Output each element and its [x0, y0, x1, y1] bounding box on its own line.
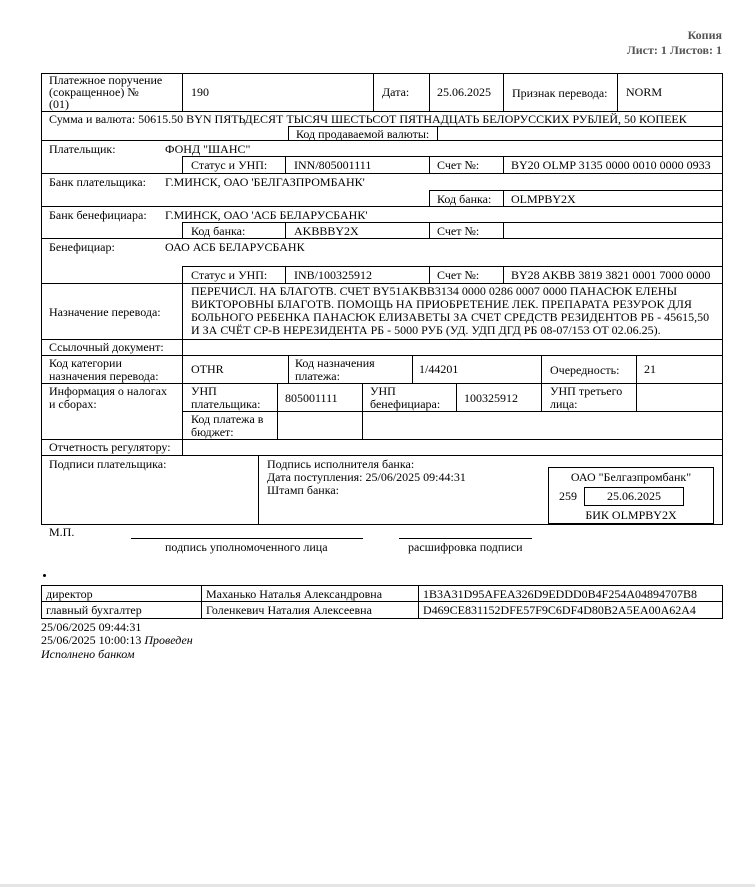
payer-bank-code-label: Код банка:	[437, 192, 492, 206]
bank-sign-label: Подпись исполнителя банка:	[267, 457, 415, 471]
payer-name: ФОНД "ШАНС"	[165, 142, 251, 156]
cat-code: OTHR	[191, 362, 224, 376]
sheets-label: Лист: 1 Листов: 1	[626, 43, 722, 57]
purpose-line-3: БОЛЬНОГО РЕБЕНКА ПАНАСЮК ЕЛИЗАВЕТЫ ЗА СЧЕТ СРЕДСТВ РЕЗИДЕНТОВ РБ - 45615,50	[191, 310, 710, 324]
benef-account: BY28 AKBB 3819 3821 0001 7000 0000	[511, 268, 711, 282]
signer-role: директор	[46, 587, 93, 601]
purpose-code-label-1: Код назначения	[295, 356, 375, 370]
log-line-2	[41, 634, 193, 647]
signer-role: главный бухгалтер	[46, 603, 142, 617]
benef-unp-value: 100325912	[464, 391, 518, 405]
benef-bank-code-label: Код банка:	[191, 224, 246, 238]
bank-stamp-label: Штамп банка:	[267, 483, 339, 497]
regulator-label: Отчетность регулятору:	[49, 440, 171, 454]
tax-info-label-2: и сборах:	[49, 397, 97, 411]
sold-currency-label: Код продаваемой валюты:	[296, 127, 430, 141]
stamp-bic: БИК OLMPBY2X	[585, 508, 677, 522]
receipt-date: Дата поступления: 25/06/2025 09:44:31	[267, 470, 466, 484]
cat-code-label-1: Код категории	[49, 356, 122, 370]
signer-hash: 1B3A31D95AFEA326D9EDDD0B4F254A04894707B8	[423, 587, 698, 601]
purpose-code-label-2: платежа:	[295, 369, 340, 383]
auth-sign-label: подпись уполномоченного лица	[165, 540, 328, 554]
log-status: Проведен	[144, 633, 193, 647]
third-unp-label-1: УНП третьего	[550, 384, 623, 398]
date-value: 25.06.2025	[437, 85, 491, 99]
benef-bank-name: Г.МИНСК, ОАО 'АСБ БЕЛАРУСБАНК'	[165, 208, 368, 222]
payer-account: BY20 OLMP 3135 0000 0010 0000 0933	[511, 158, 711, 172]
benef-bank-code: AKBBBY2X	[294, 224, 359, 238]
purpose-line-2: ВИКТОРОВНЫ БЛАГОТВ. ПОМОЩЬ НА ПРИОБРЕТЕНИЕ ЛЕК. ПРЕПАРАТА РЕЗУРОК ДЛЯ	[191, 297, 692, 311]
signer-hash: D469CE831152DFE57F9C6DF4D80B2A5EA00A62A4	[423, 603, 696, 617]
purpose-code: 1/44201	[419, 362, 459, 376]
benef-label: Бенефициар:	[49, 240, 115, 254]
benef-bank-label: Банк бенефициара:	[49, 208, 147, 222]
purpose-line-1: ПЕРЕЧИСЛ. НА БЛАГОТВ. СЧЕТ BY51AKBB3134 0000 0286 0007 0000 ПАНАСЮК ЕЛЕНЫ	[191, 284, 678, 298]
title-line-1: Платежное поручение	[49, 73, 163, 87]
benef-name: ОАО АСБ БЕЛАРУСБАНК	[165, 240, 305, 254]
stamp-date: 25.06.2025	[607, 489, 661, 503]
payer-unp-label-1: УНП	[191, 384, 217, 398]
log-time: 25/06/2025 10:00:13	[41, 633, 142, 647]
title-line-3: (01)	[49, 97, 69, 111]
benef-bank-account-label: Счет №:	[437, 224, 480, 238]
cat-code-label-2: назначения перевода:	[49, 369, 159, 383]
bullet-dot	[43, 574, 46, 577]
benef-unp: INB/100325912	[294, 268, 372, 282]
payer-unp: INN/805001111	[294, 158, 372, 172]
payer-bank-name: Г.МИНСК, ОАО 'БЕЛГАЗПРОМБАНК'	[165, 175, 365, 189]
transfer-sign-value: NORM	[626, 85, 663, 99]
date-label: Дата:	[382, 85, 410, 99]
tax-info-label-1: Информация о налогах	[49, 384, 167, 398]
sign-decode-label: расшифровка подписи	[408, 540, 523, 554]
benef-status-unp-label: Статус и УНП:	[191, 268, 268, 282]
payer-account-label: Счет №:	[437, 158, 480, 172]
log-line-1: 25/06/2025 09:44:31	[41, 620, 142, 634]
title-line-2: (сокращенное) №	[49, 85, 139, 99]
purpose-label: Назначение перевода:	[49, 305, 161, 319]
benef-unp-label-2: бенефициара:	[370, 397, 441, 411]
purpose-line-4: И ЗА СЧЁТ СР-В НЕРЕЗИДЕНТА РБ - 5000 РУБ (УД. УДП ДГД РБ 08-07/153 ОТ 02.06.25).	[191, 323, 661, 337]
payer-bank-code: OLMPBY2X	[511, 192, 576, 206]
benef-account-label: Счет №:	[437, 268, 480, 282]
third-unp-label-2: лица:	[550, 397, 578, 411]
signer-name: Маханько Наталья Александровна	[206, 587, 383, 601]
payer-label: Плательщик:	[49, 142, 116, 156]
copy-label: Копия	[687, 28, 722, 42]
ref-doc-label: Ссылочный документ:	[49, 340, 164, 354]
budget-code-label-1: Код платежа в	[191, 412, 264, 426]
transfer-sign-label: Признак перевода:	[512, 86, 608, 100]
priority-value: 21	[644, 362, 656, 376]
amount-line: Сумма и валюта: 50615.50 BYN ПЯТЬДЕСЯТ ТЫСЯЧ ШЕСТЬСОТ ПЯТНАДЦАТЬ БЕЛОРУССКИХ РУБЛЕЙ, 50 КОПЕЕК	[49, 112, 687, 126]
mp-label: М.П.	[49, 525, 75, 539]
payer-bank-label: Банк плательщика:	[49, 175, 146, 189]
priority-label: Очередность:	[550, 363, 620, 377]
payer-unp-label-2: плательщика:	[191, 397, 261, 411]
stamp-number: 259	[559, 489, 577, 503]
payer-status-unp-label: Статус и УНП:	[191, 158, 268, 172]
payer-unp-value: 805001111	[285, 391, 338, 405]
signer-name: Голенкевич Наталия Алексеевна	[206, 603, 372, 617]
document-number: 190	[191, 85, 209, 99]
payer-signatures-label: Подписи плательщика:	[49, 457, 167, 471]
budget-code-label-2: бюджет:	[191, 425, 234, 439]
stamp-bank-name: ОАО "Белгазпромбанк"	[570, 470, 692, 484]
log-line-3: Исполнено банком	[41, 647, 135, 661]
benef-unp-label-1: УНП	[370, 384, 396, 398]
